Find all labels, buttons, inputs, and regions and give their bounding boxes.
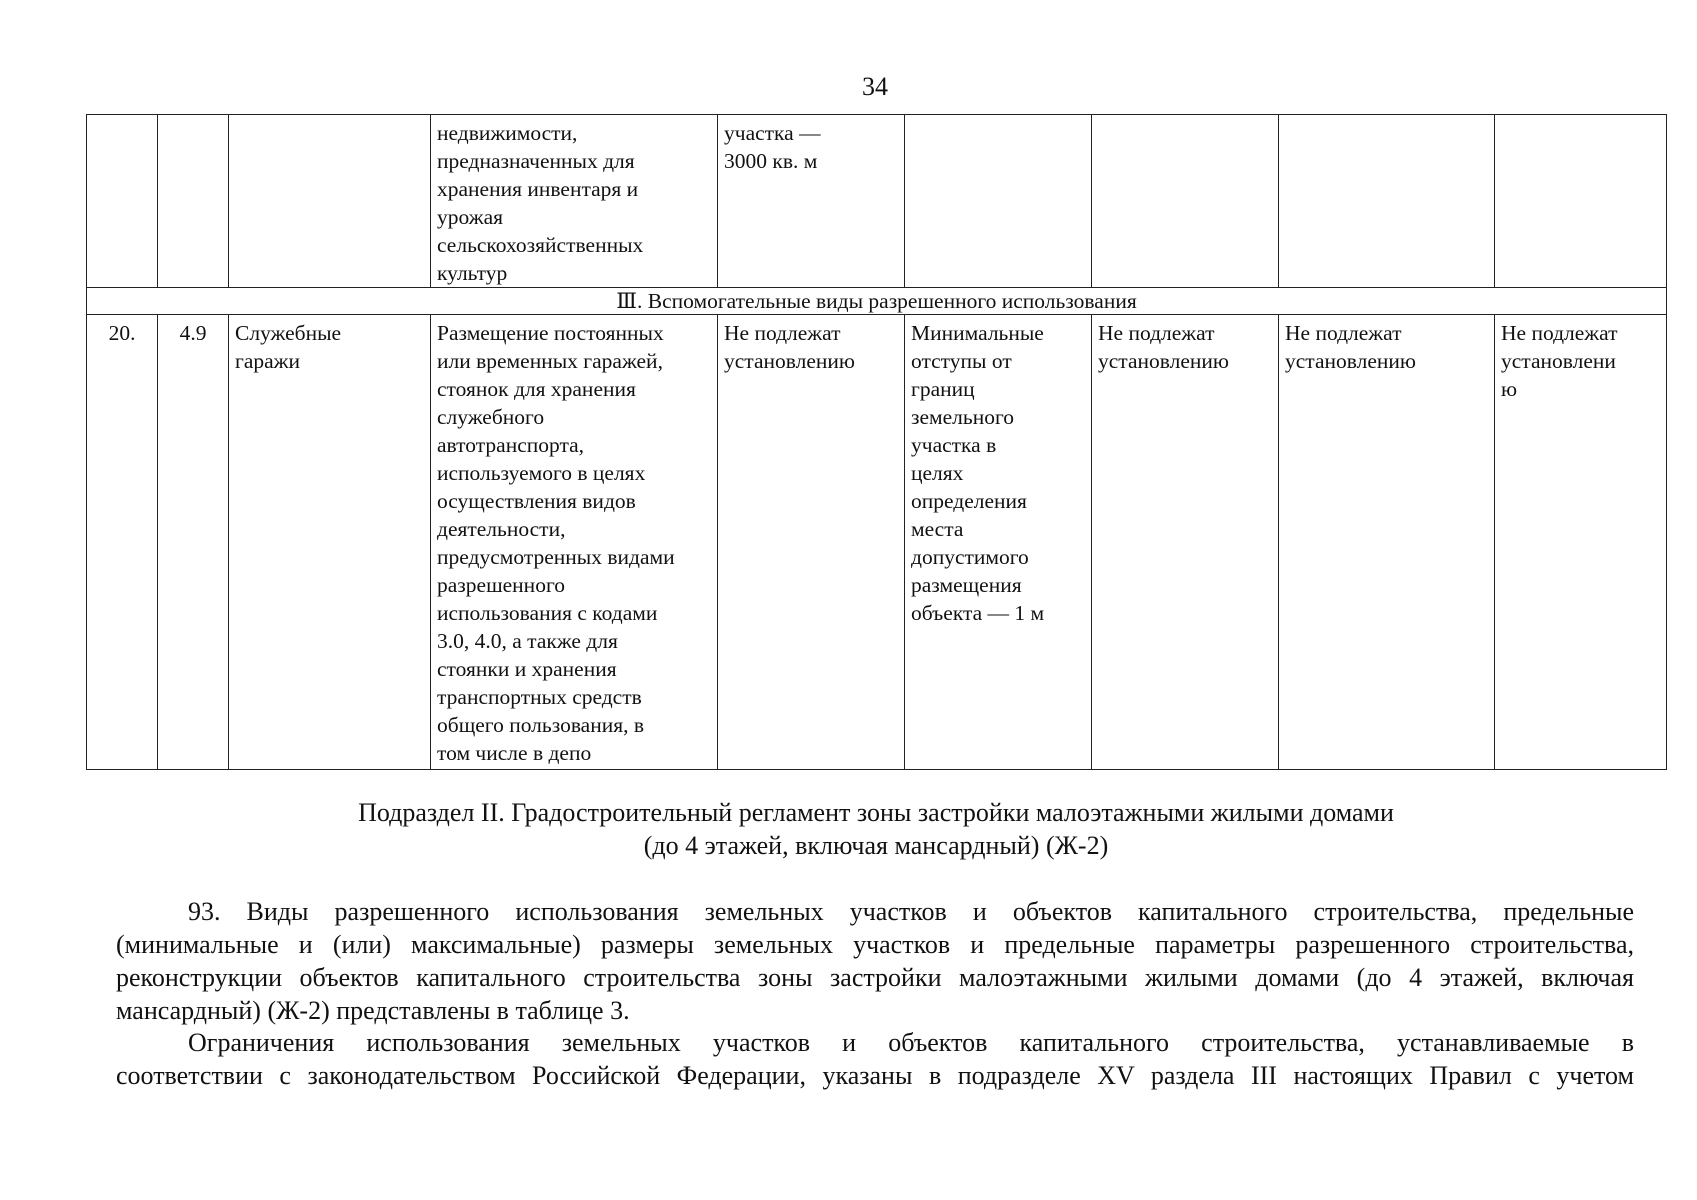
description-line: деятельности, (437, 517, 566, 541)
setbacks-line: отступы от (911, 349, 1012, 373)
setbacks-line: места (911, 517, 964, 541)
description-line: стоянки и хранения (437, 657, 617, 681)
cell-code: 4.9 (158, 315, 229, 770)
setbacks-line: границ (911, 377, 975, 401)
description-line: недвижимости, (437, 121, 578, 145)
cell-floors (1092, 115, 1279, 288)
zoning-table (86, 114, 1667, 770)
page-number: 34 (862, 72, 888, 101)
paragraph-line: реконструкции объектов капитального строительства зоны застройки малоэтажными жилыми домами (до 4 этажей, включая (116, 963, 1634, 992)
paragraph-line: Ограничения использования земельных участков и объектов капитального строительства, устанавливаемые в (188, 1028, 1634, 1057)
setbacks-line: Минимальные (911, 321, 1044, 345)
cell-name (229, 115, 431, 288)
name-line: Служебные (235, 321, 342, 345)
description-line: предусмотренных видами (437, 545, 675, 569)
other-line: установлени (1501, 349, 1616, 373)
area-line: установлению (724, 349, 855, 373)
cell-area (718, 315, 905, 770)
subsection-title-line: Подраздел II. Градостроительный регламент зоны застройки малоэтажными жилыми домами (358, 798, 1394, 827)
setbacks-line: участка в (911, 433, 997, 457)
description-line: использования с кодами (437, 601, 658, 625)
description-line: хранения инвентаря и (437, 177, 639, 201)
setbacks-line: целях (911, 461, 964, 485)
area-line: Не подлежат (724, 321, 841, 345)
subsection-title-line: (до 4 этажей, включая мансардный) (Ж-2) (643, 831, 1109, 860)
description-line: служебного (437, 405, 545, 429)
cell-other (1495, 115, 1667, 288)
cell-description (431, 315, 718, 770)
cell-num: 20. (87, 315, 158, 770)
cell-setbacks (905, 315, 1092, 770)
paragraph-line: мансардный) (Ж-2) представлены в таблице 3. (116, 996, 630, 1025)
description-line: или временных гаражей, (437, 349, 663, 373)
other-line: ю (1501, 377, 1518, 401)
table-section-header-row (87, 288, 1667, 315)
description-line: культур (437, 261, 508, 285)
description-line: транспортных средств (437, 685, 642, 709)
other-line: Не подлежат (1501, 321, 1618, 345)
paragraph-restrictions (116, 1026, 1634, 1092)
floors-line: установлению (1098, 349, 1229, 373)
description-line: урожая (437, 205, 504, 229)
section-header: Ⅲ. Вспомогательные виды разрешенного использования (87, 288, 1667, 315)
floors-line: Не подлежат (1098, 321, 1215, 345)
setbacks-line: объекта — 1 м (911, 601, 1045, 625)
setbacks-line: допустимого (911, 545, 1029, 569)
paragraph-line: (минимальные и (или) максимальные) размеры земельных участков и предельные параметры разрешенного строительства, (116, 930, 1634, 959)
description-line: автотранспорта, (437, 433, 585, 457)
cell-floors (1092, 315, 1279, 770)
name-line: гаражи (235, 349, 301, 373)
coverage-line: установлению (1285, 349, 1416, 373)
description-line: используемого в целях (437, 461, 646, 485)
cell-coverage (1279, 115, 1495, 288)
cell-other (1495, 315, 1667, 770)
area-line: участка — (724, 121, 821, 145)
table-row-continuation (87, 115, 1667, 288)
description-line: осуществления видов (437, 489, 636, 513)
subsection-title (86, 796, 1666, 862)
description-line: Размещение постоянных (437, 321, 664, 345)
cell-name (229, 315, 431, 770)
description-line: 3.0, 4.0, а также для (437, 629, 618, 653)
description-line: сельскохозяйственных (437, 233, 644, 257)
setbacks-line: размещения (911, 573, 1022, 597)
area-line: 3000 кв. м (724, 149, 818, 173)
cell-code (158, 115, 229, 288)
description-line: том числе в депо (437, 741, 592, 765)
paragraph-93 (116, 895, 1634, 1027)
cell-setbacks (905, 115, 1092, 288)
setbacks-line: земельного (911, 405, 1015, 429)
table-row (87, 315, 1667, 770)
cell-coverage (1279, 315, 1495, 770)
description-line: предназначенных для (437, 149, 635, 173)
description-line: разрешенного (437, 573, 565, 597)
cell-description (431, 115, 718, 288)
paragraph-line: 93. Виды разрешенного использования земельных участков и объектов капитального строительства, предельные (188, 897, 1634, 926)
coverage-line: Не подлежат (1285, 321, 1402, 345)
paragraph-line: соответствии с законодательством Российской Федерации, указаны в подразделе XV раздела III настоящих Правил с учетом (116, 1061, 1634, 1090)
setbacks-line: определения (911, 489, 1027, 513)
description-line: стоянок для хранения (437, 377, 636, 401)
cell-num (87, 115, 158, 288)
cell-area (718, 115, 905, 288)
description-line: общего пользования, в (437, 713, 645, 737)
